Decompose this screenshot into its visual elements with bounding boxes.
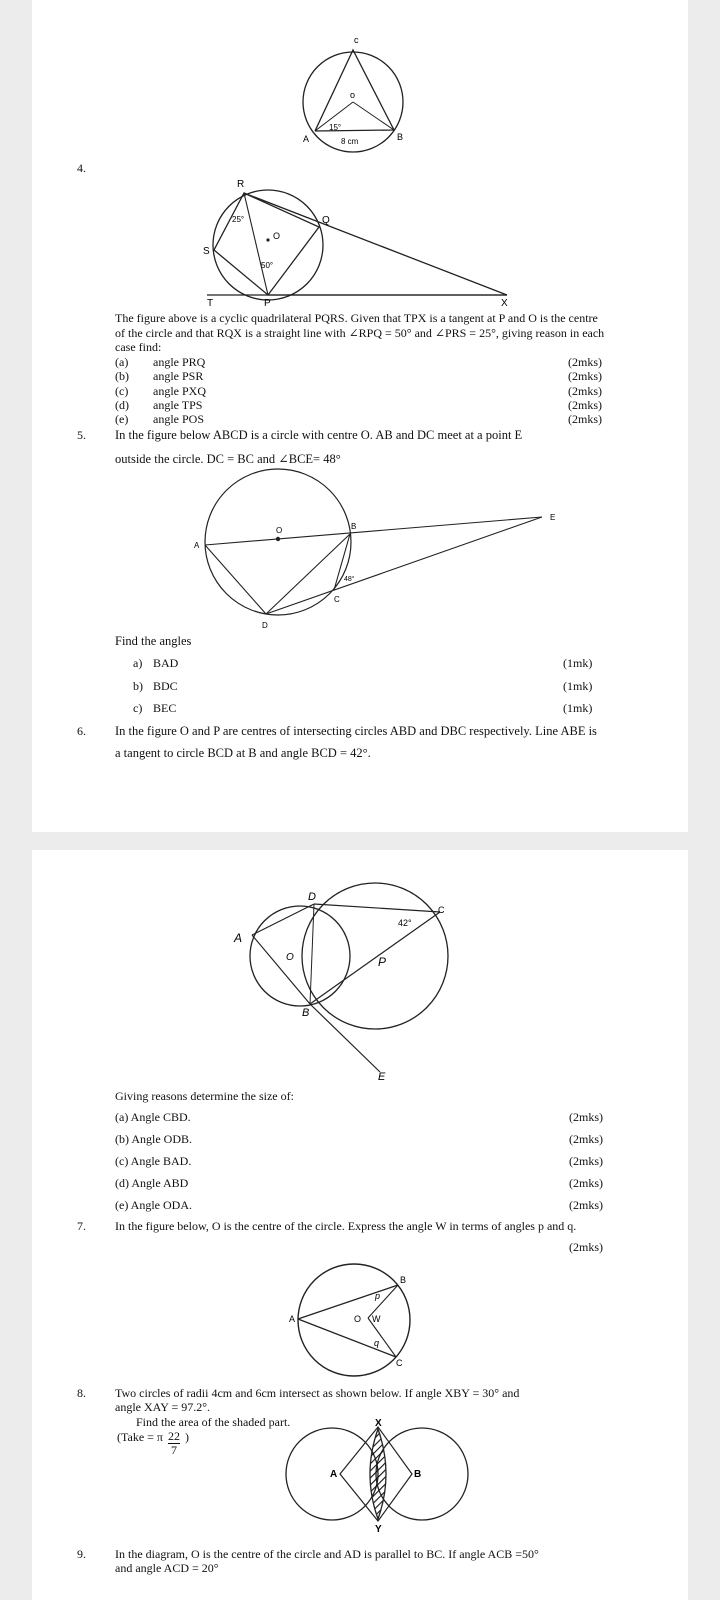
q6-part-text: (d) Angle ABD: [115, 1176, 189, 1190]
question-number: 9.: [77, 1547, 86, 1561]
q5-part-marks: (1mk): [563, 679, 593, 693]
q4-part: (c): [115, 384, 129, 398]
question-number: 6.: [77, 724, 86, 738]
svg-text:A: A: [289, 1314, 296, 1324]
q4-part: (a): [115, 355, 129, 369]
q4-part: (e): [115, 412, 129, 426]
svg-text:B: B: [302, 1007, 310, 1019]
q5-part-label: c): [133, 701, 143, 715]
svg-text:R: R: [237, 179, 245, 190]
svg-text:25°: 25°: [232, 215, 245, 224]
q6-part-text: (e) Angle ODA.: [115, 1198, 192, 1212]
q6-part-text: (a) Angle CBD.: [115, 1110, 191, 1124]
q6-part-marks: (2mks): [569, 1132, 603, 1146]
figure-cyclic-quadrilateral: [197, 178, 527, 308]
q8-text-line-1: Two circles of radii 4cm and 6cm intersect as shown below. If angle XBY = 30° and: [115, 1386, 520, 1400]
q4-text-line-2: of the circle and that RQX is a straight line with ∠RPQ = 50° and ∠PRS = 25°, giving reason in each: [115, 326, 605, 340]
q5-part-marks: (1mk): [563, 701, 593, 715]
svg-text:O: O: [286, 952, 294, 963]
svg-text:S: S: [203, 246, 210, 257]
svg-text:D: D: [262, 621, 268, 630]
q8-text-line-2: angle XAY = 97.2°.: [115, 1400, 211, 1414]
svg-text:T: T: [207, 298, 214, 309]
figure-circle-abcd: [192, 472, 572, 632]
page-2: [32, 850, 688, 1600]
figure-intersecting-circles: [230, 880, 460, 1083]
q6-intro: Giving reasons determine the size of:: [115, 1089, 294, 1103]
q4-part-marks: (2mks): [568, 412, 602, 426]
svg-text:B: B: [414, 1469, 422, 1480]
q9-text-line-1: In the diagram, O is the centre of the circle and AD is parallel to BC. If angle ACB =50°: [115, 1547, 539, 1561]
q4-part-text: angle PRQ: [153, 355, 206, 369]
question-number: 8.: [77, 1386, 86, 1400]
q4-part: (b): [115, 369, 129, 383]
svg-text:42°: 42°: [398, 918, 412, 928]
q6-part-marks: (2mks): [569, 1198, 603, 1212]
svg-text:W: W: [372, 1314, 381, 1324]
q5-part-label: a): [133, 656, 143, 670]
q4-part-text: angle TPS: [153, 398, 203, 412]
q4-part-marks: (2mks): [568, 384, 602, 398]
q7-text: In the figure below, O is the centre of the circle. Express the angle W in terms of angles p and q.: [115, 1219, 577, 1233]
q8-take-a: (Take = π: [117, 1430, 163, 1444]
q4-part-marks: (2mks): [568, 355, 602, 369]
q9-text-line-2: and angle ACD = 20°: [115, 1561, 219, 1575]
q4-part-marks: (2mks): [568, 398, 602, 412]
svg-text:8 cm: 8 cm: [341, 137, 359, 146]
figure-triangle-in-circle: [296, 30, 416, 150]
svg-text:Y: Y: [375, 1524, 382, 1535]
svg-text:C: C: [396, 1358, 403, 1368]
svg-text:o: o: [350, 90, 356, 100]
svg-text:B: B: [351, 522, 357, 531]
svg-text:X: X: [501, 298, 508, 309]
svg-text:Q: Q: [322, 215, 330, 226]
q8-take-pi: [117, 1430, 189, 1457]
svg-text:E: E: [550, 513, 556, 522]
q7-marks: (2mks): [569, 1240, 603, 1254]
q5-part-text: BAD: [153, 656, 179, 670]
question-number: 5.: [77, 428, 86, 442]
svg-text:D: D: [308, 891, 316, 903]
q5-part-text: BDC: [153, 679, 178, 693]
q8-take-b: ): [184, 1430, 189, 1444]
q8-take-num: 22: [167, 1429, 180, 1443]
svg-text:c: c: [354, 35, 359, 45]
q6-part-marks: (2mks): [569, 1154, 603, 1168]
svg-text:B: B: [400, 1275, 407, 1285]
svg-text:C: C: [438, 905, 445, 915]
q8-take-den: 7: [170, 1443, 177, 1457]
svg-text:O: O: [276, 526, 283, 535]
figure-circle-w: [284, 1262, 414, 1380]
svg-text:B: B: [397, 132, 404, 142]
q6-text-line-2: a tangent to circle BCD at B and angle BCD = 42°.: [115, 746, 371, 760]
svg-text:15°: 15°: [329, 123, 342, 132]
question-number: 4.: [77, 161, 86, 175]
q4-part: (d): [115, 398, 129, 412]
svg-text:48°: 48°: [344, 576, 355, 583]
svg-text:P: P: [264, 298, 271, 309]
q4-text-line-3: case find:: [115, 340, 162, 354]
q8-find: Find the area of the shaded part.: [136, 1415, 291, 1429]
q6-part-marks: (2mks): [569, 1176, 603, 1190]
q4-part-text: angle PSR: [153, 369, 204, 383]
q5-part-marks: (1mk): [563, 656, 593, 670]
q5-part-text: BEC: [153, 701, 177, 715]
svg-text:50°: 50°: [261, 261, 274, 270]
q4-text-line-1: The figure above is a cyclic quadrilateral PQRS. Given that TPX is a tangent at P and O is the centre: [115, 311, 598, 325]
svg-text:A: A: [330, 1469, 338, 1480]
svg-text:E: E: [378, 1071, 386, 1083]
svg-text:p: p: [375, 1291, 381, 1301]
q5-find: Find the angles: [115, 634, 192, 648]
q5-text-line-2: outside the circle. DC = BC and ∠BCE= 48°: [115, 452, 341, 466]
svg-text:X: X: [375, 1418, 382, 1429]
svg-text:A: A: [194, 541, 200, 550]
q4-part-marks: (2mks): [568, 369, 602, 383]
q6-part-text: (b) Angle ODB.: [115, 1132, 192, 1146]
q6-part-marks: (2mks): [569, 1110, 603, 1124]
page-1: [32, 0, 688, 832]
q4-part-text: angle PXQ: [153, 384, 206, 398]
q6-text-line-1: In the figure O and P are centres of intersecting circles ABD and DBC respectively. Line ABE is: [115, 724, 597, 738]
svg-text:A: A: [234, 931, 243, 945]
q5-text-line-1: In the figure below ABCD is a circle with centre O. AB and DC meet at a point E: [115, 428, 523, 442]
svg-text:O: O: [273, 231, 281, 241]
svg-text:C: C: [334, 595, 340, 604]
svg-text:O: O: [354, 1314, 362, 1324]
question-number: 7.: [77, 1219, 86, 1233]
q4-part-text: angle POS: [153, 412, 204, 426]
svg-text:A: A: [303, 134, 310, 144]
q6-part-text: (c) Angle BAD.: [115, 1154, 192, 1168]
svg-text:q: q: [374, 1338, 380, 1348]
q8-fraction: [168, 1430, 180, 1457]
figure-shaded-lens: [282, 1417, 472, 1535]
svg-text:P: P: [378, 955, 387, 969]
q5-part-label: b): [133, 679, 143, 693]
